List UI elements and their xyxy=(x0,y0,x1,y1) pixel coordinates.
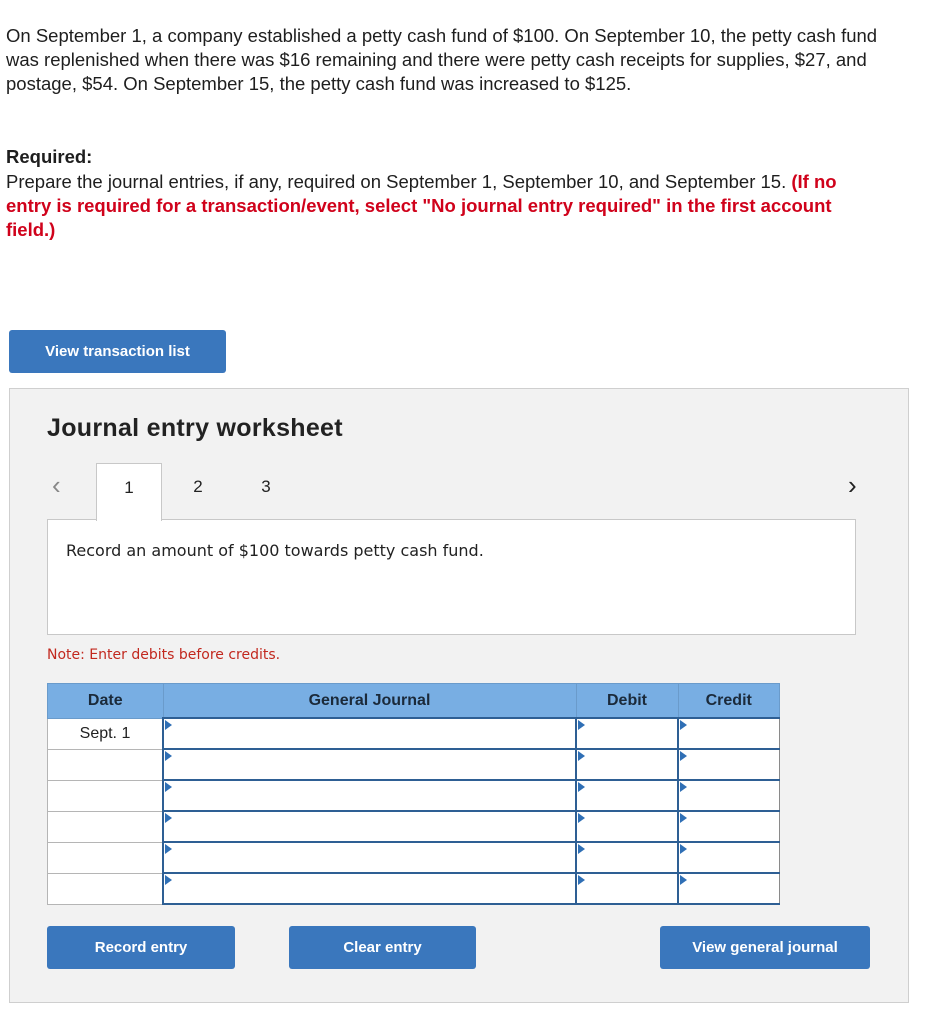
date-cell[interactable] xyxy=(48,780,164,811)
dropdown-marker-icon xyxy=(165,782,172,792)
dropdown-marker-icon xyxy=(165,813,172,823)
date-cell[interactable] xyxy=(48,749,164,780)
table-row xyxy=(48,811,780,842)
credit-field[interactable] xyxy=(678,811,780,842)
credit-field[interactable] xyxy=(678,873,780,904)
problem-statement xyxy=(6,24,886,96)
date-column-header: Date xyxy=(48,684,164,719)
input-marker-icon xyxy=(680,813,687,823)
debit-field[interactable] xyxy=(576,780,678,811)
record-entry-button[interactable]: Record entry xyxy=(47,926,235,969)
transaction-description: Record an amount of $100 towards petty cash fund. xyxy=(66,541,484,560)
worksheet-title: Journal entry worksheet xyxy=(47,414,343,442)
next-arrow-icon[interactable]: › xyxy=(848,470,857,500)
account-field[interactable] xyxy=(163,873,576,904)
date-cell[interactable] xyxy=(48,842,164,873)
date-cell[interactable] xyxy=(48,811,164,842)
view-transaction-list-button[interactable]: View transaction list xyxy=(9,330,226,373)
input-marker-icon xyxy=(578,782,585,792)
view-general-journal-button[interactable]: View general journal xyxy=(660,926,870,969)
input-marker-icon xyxy=(680,875,687,885)
input-marker-icon xyxy=(578,751,585,761)
tab-3[interactable]: 3 xyxy=(261,477,271,496)
table-row xyxy=(48,842,780,873)
input-marker-icon xyxy=(680,751,687,761)
input-marker-icon xyxy=(578,813,585,823)
credit-field[interactable] xyxy=(678,780,780,811)
account-field[interactable] xyxy=(163,811,576,842)
general-journal-column-header: General Journal xyxy=(163,684,576,719)
debit-field[interactable] xyxy=(576,842,678,873)
clear-entry-button[interactable]: Clear entry xyxy=(289,926,476,969)
date-cell[interactable] xyxy=(48,873,164,904)
journal-table xyxy=(47,683,780,905)
dropdown-marker-icon xyxy=(165,844,172,854)
table-row xyxy=(48,749,780,780)
input-marker-icon xyxy=(680,782,687,792)
dropdown-marker-icon xyxy=(165,720,172,730)
account-field[interactable] xyxy=(163,842,576,873)
table-row xyxy=(48,780,780,811)
prev-arrow-icon[interactable]: ‹ xyxy=(52,470,61,500)
account-field[interactable] xyxy=(163,749,576,780)
debit-field[interactable] xyxy=(576,718,678,749)
journal-header-row xyxy=(48,684,780,719)
required-instruction: (If no entry is required for a transaction/event, select "No journal entry required" in the first account field.) xyxy=(6,171,837,240)
account-field[interactable] xyxy=(163,780,576,811)
input-marker-icon xyxy=(578,720,585,730)
entry-note: Note: Enter debits before credits. xyxy=(47,647,281,663)
input-marker-icon xyxy=(578,875,585,885)
debit-field[interactable] xyxy=(576,873,678,904)
tab-2[interactable]: 2 xyxy=(193,477,203,496)
dropdown-marker-icon xyxy=(165,875,172,885)
debit-column-header: Debit xyxy=(576,684,678,719)
required-text-block xyxy=(6,170,886,242)
debit-field[interactable] xyxy=(576,811,678,842)
dropdown-marker-icon xyxy=(165,751,172,761)
table-row xyxy=(48,718,780,749)
table-row xyxy=(48,873,780,904)
required-text: Prepare the journal entries, if any, required on September 1, September 10, and September 15. xyxy=(6,171,787,192)
required-title: Required: xyxy=(6,146,93,167)
input-marker-icon xyxy=(680,720,687,730)
credit-field[interactable] xyxy=(678,842,780,873)
problem-text: On September 1, a company established a petty cash fund of $100. On September 10, the petty cash fund was replenished when there was $16 remaining and there were petty cash receipts for supplies, $27, and postage, $54. On September 15, the petty cash fund was increased to $125. xyxy=(6,25,878,94)
account-field[interactable] xyxy=(163,718,576,749)
transaction-description-box xyxy=(47,519,856,635)
input-marker-icon xyxy=(578,844,585,854)
input-marker-icon xyxy=(680,844,687,854)
date-cell[interactable]: Sept. 1 xyxy=(48,718,164,749)
credit-field[interactable] xyxy=(678,718,780,749)
debit-field[interactable] xyxy=(576,749,678,780)
tab-1[interactable]: 1 xyxy=(96,463,162,521)
credit-column-header: Credit xyxy=(678,684,780,719)
credit-field[interactable] xyxy=(678,749,780,780)
